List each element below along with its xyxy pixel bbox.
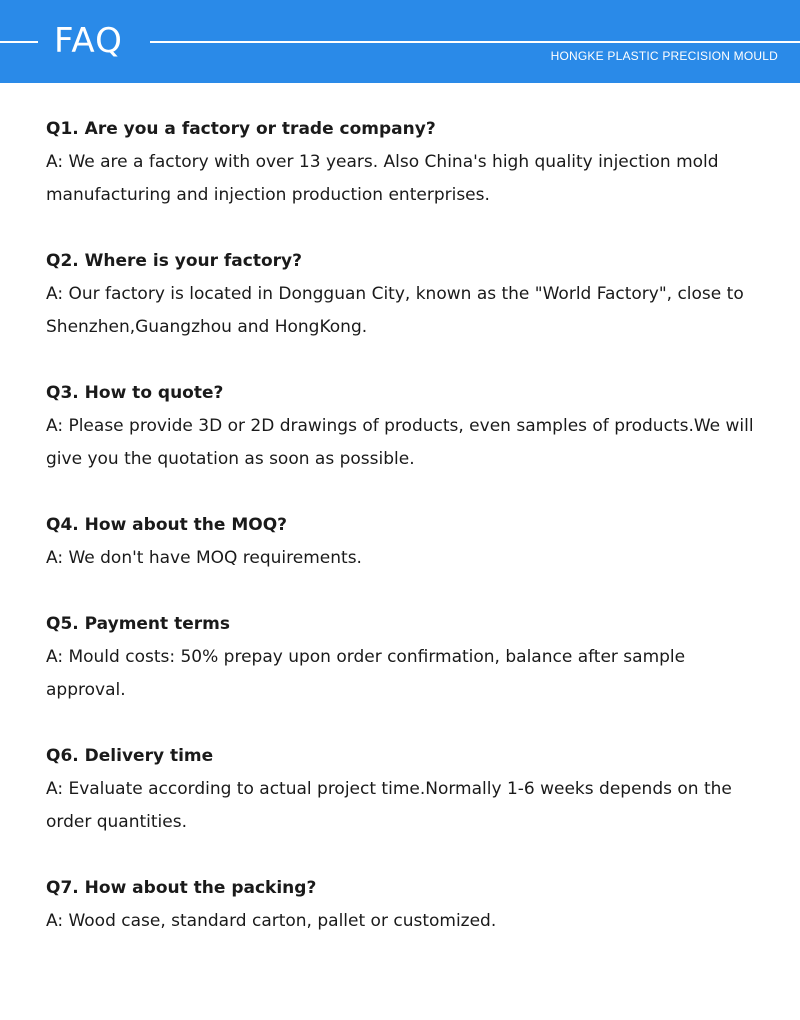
faq-answer: A: Our factory is located in Dongguan City, known as the "World Factory", close to Shenzhen,Guangzhou and HongKong.: [46, 284, 744, 337]
faq-question: Q1. Are you a factory or trade company?: [46, 119, 436, 139]
faq-item-6: [46, 740, 766, 839]
faq-question: Q5. Payment terms: [46, 614, 230, 634]
faq-banner: [0, 0, 800, 83]
banner-divider-left: [0, 41, 38, 43]
faq-answer: A: Wood case, standard carton, pallet or customized.: [46, 911, 497, 931]
faq-list: [46, 113, 766, 971]
faq-question: Q2. Where is your factory?: [46, 251, 302, 271]
faq-item-2: [46, 245, 766, 344]
faq-item-4: [46, 509, 766, 575]
faq-answer: A: Mould costs: 50% prepay upon order confirmation, balance after sample approval.: [46, 647, 686, 700]
faq-question: Q7. How about the packing?: [46, 878, 317, 898]
faq-answer: A: We are a factory with over 13 years. Also China's high quality injection mold manufacturing and injection production enterprises.: [46, 152, 719, 205]
faq-item-5: [46, 608, 766, 707]
faq-item-1: [46, 113, 766, 212]
faq-answer: A: Evaluate according to actual project time.Normally 1-6 weeks depends on the order quantities.: [46, 779, 732, 832]
faq-question: Q3. How to quote?: [46, 383, 224, 403]
page-title: FAQ: [54, 21, 123, 61]
faq-answer: A: We don't have MOQ requirements.: [46, 548, 362, 568]
faq-question: Q4. How about the MOQ?: [46, 515, 288, 535]
faq-answer: A: Please provide 3D or 2D drawings of products, even samples of products.We will give you the quotation as soon as possible.: [46, 416, 754, 469]
brand-name: HONGKE PLASTIC PRECISION MOULD: [550, 49, 778, 63]
banner-divider-right: [150, 41, 800, 43]
faq-question: Q6. Delivery time: [46, 746, 214, 766]
faq-item-3: [46, 377, 766, 476]
faq-item-7: [46, 872, 766, 938]
